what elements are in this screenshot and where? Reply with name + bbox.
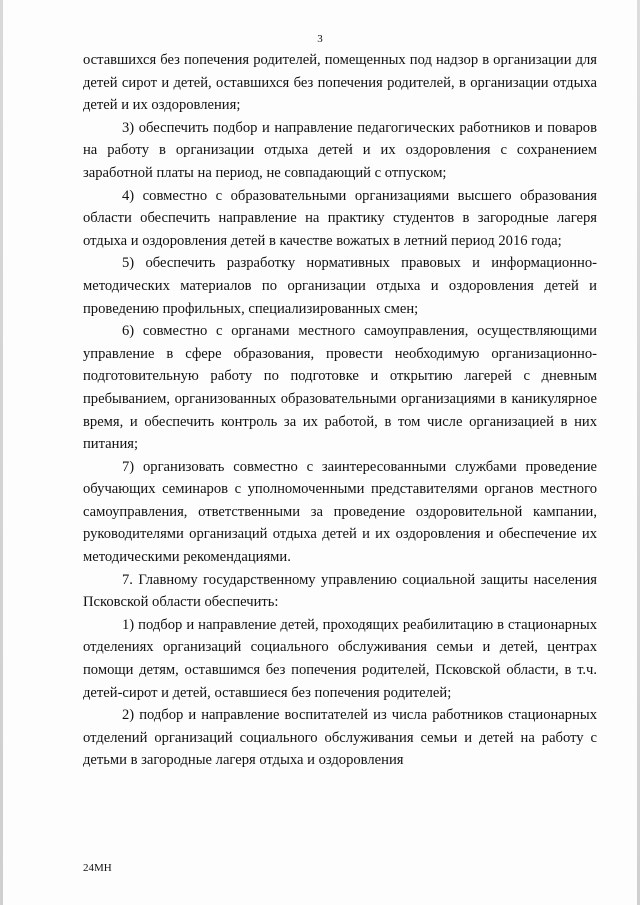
document-code: 24МН — [83, 862, 112, 874]
left-scan-edge — [0, 0, 3, 905]
section-7-item-2: 2) подбор и направление воспитателей из числа работников стационарных отделений организаций социального обслуживания семьи и детей на работу с детьми в загородные лагеря отдыха и оздоровления — [83, 707, 597, 769]
page-number: 3 — [317, 33, 323, 45]
paragraph-item-3: 3) обеспечить подбор и направление педагогических работников и поваров на работу в организации отдыха детей и их оздоровления с сохранением заработной платы на период, не совпадающий с отпуском; — [83, 119, 597, 181]
paragraph-continuation: оставшихся без попечения родителей, помещенных под надзор в организации для детей сирот и детей, оставшихся без попечения родителей, в организации отдыха детей и их оздоровления; — [83, 52, 597, 114]
paragraph-item-6: 6) совместно с органами местного самоуправления, осуществляющими управление в сфере образования, провести необходимую организационно-подготовительную работу по подготовке и открытию лагерей с дневным пребыванием, организованных образовательными организациями в каникулярное время, и обеспечить контроль за их работой, в том числе организацией в них питания; — [83, 323, 597, 453]
paragraph-item-4: 4) совместно с образовательными организациями высшего образования области обеспечить направление на практику студентов в загородные лагеря отдыха и оздоровления детей в качестве вожатых в летний период 2016 года; — [83, 187, 597, 249]
section-7-item-1: 1) подбор и направление детей, проходящих реабилитацию в стационарных отделениях организаций социального обслуживания семьи и детей, центрах помощи детям, оставшимся без попечения родителей, Псковской области, в т.ч. детей-сирот и детей, оставшиеся без попечения родителей; — [83, 616, 597, 701]
paragraph-item-5: 5) обеспечить разработку нормативных правовых и информационно-методических материалов по организации отдыха и оздоровления детей и проведению профильных, специализированных смен; — [83, 255, 597, 317]
paragraph-item-7: 7) организовать совместно с заинтересованными службами проведение обучающих семинаров с уполномоченными представителями органов местного самоуправления, ответственными за проведение оздоровительной кампании, руководителями организаций отдыха детей и их оздоровления и обеспечение их методическими рекомендациями. — [83, 458, 597, 566]
document-body — [83, 49, 597, 772]
section-7-heading-paragraph: 7. Главному государственному управлению социальной защиты населения Псковской области обеспечить: — [83, 571, 597, 611]
